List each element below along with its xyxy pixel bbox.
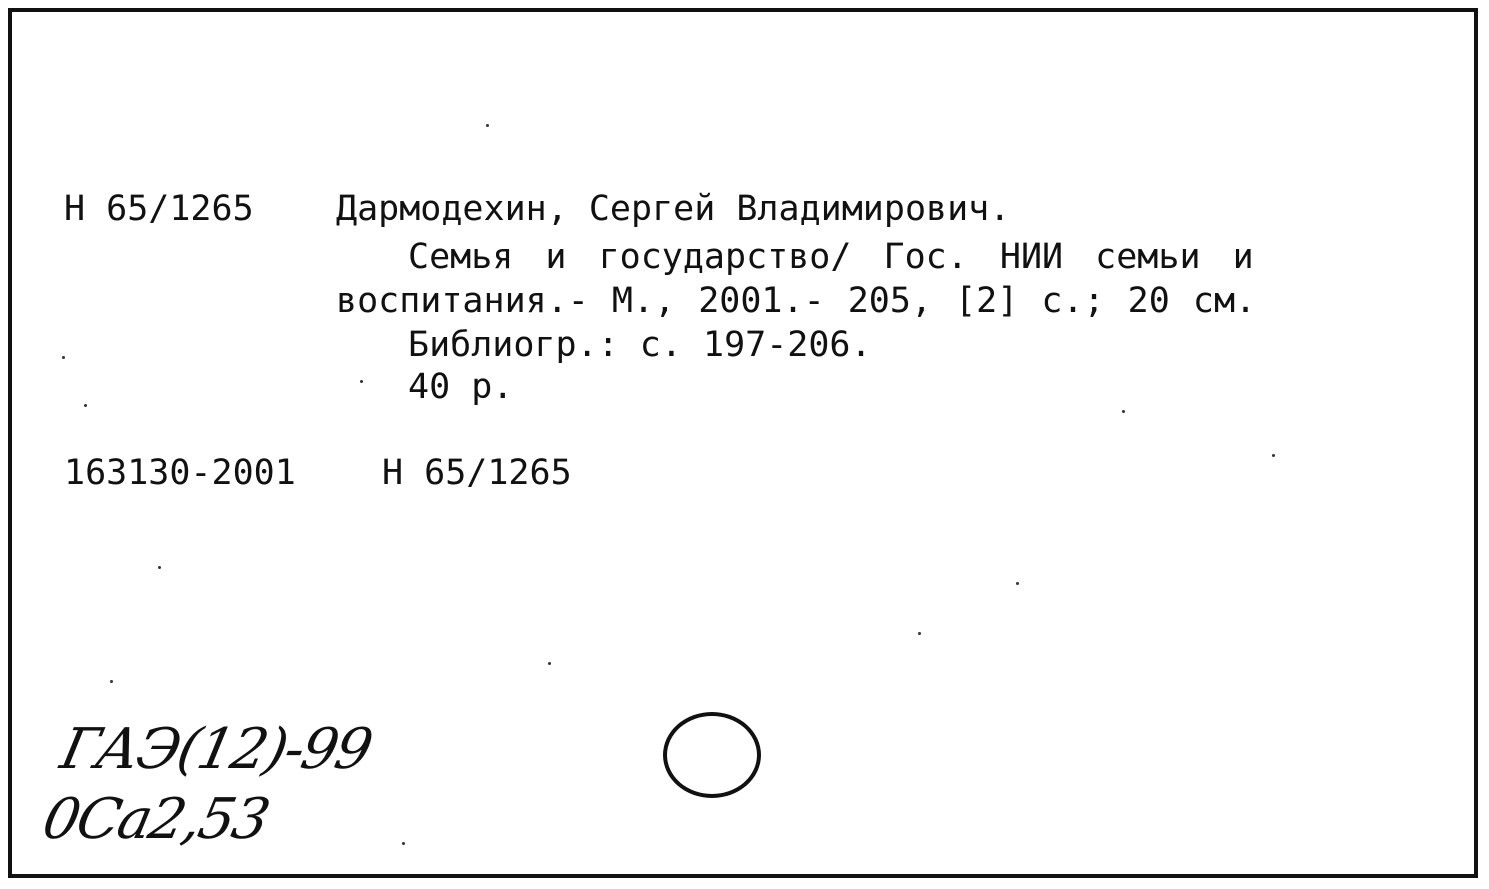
shelf-mark: Н 65/1265 — [64, 189, 254, 229]
shelf-mark-bottom: Н 65/1265 — [382, 453, 572, 493]
handwritten-classification-code: 0Са2,53 — [37, 787, 274, 852]
speck — [918, 632, 921, 635]
speck — [486, 124, 489, 127]
bibliography-note: Библиогр.: с. 197-206. — [408, 325, 872, 365]
price: 40 р. — [408, 367, 514, 407]
speck — [548, 662, 551, 665]
speck — [1016, 582, 1019, 585]
handwritten-classification: ГАЭ(12)-99 — [55, 717, 377, 782]
speck — [402, 842, 405, 845]
title-line-2: воспитания.- М., 2001.- 205, [2] с.; 20 см. — [336, 281, 1257, 321]
inventory-number: 163130-2001 — [64, 453, 296, 493]
speck — [1122, 410, 1125, 413]
title-line-1: Семья и государство/ Гос. НИИ семьи и — [408, 237, 1254, 277]
speck — [110, 680, 113, 683]
speck — [84, 404, 87, 407]
speck — [62, 356, 65, 359]
author-heading: Дармодехин, Сергей Владимирович. — [336, 189, 1011, 229]
card-punch-hole — [663, 712, 761, 798]
speck — [1272, 454, 1275, 457]
speck — [158, 566, 161, 569]
speck — [360, 380, 363, 383]
